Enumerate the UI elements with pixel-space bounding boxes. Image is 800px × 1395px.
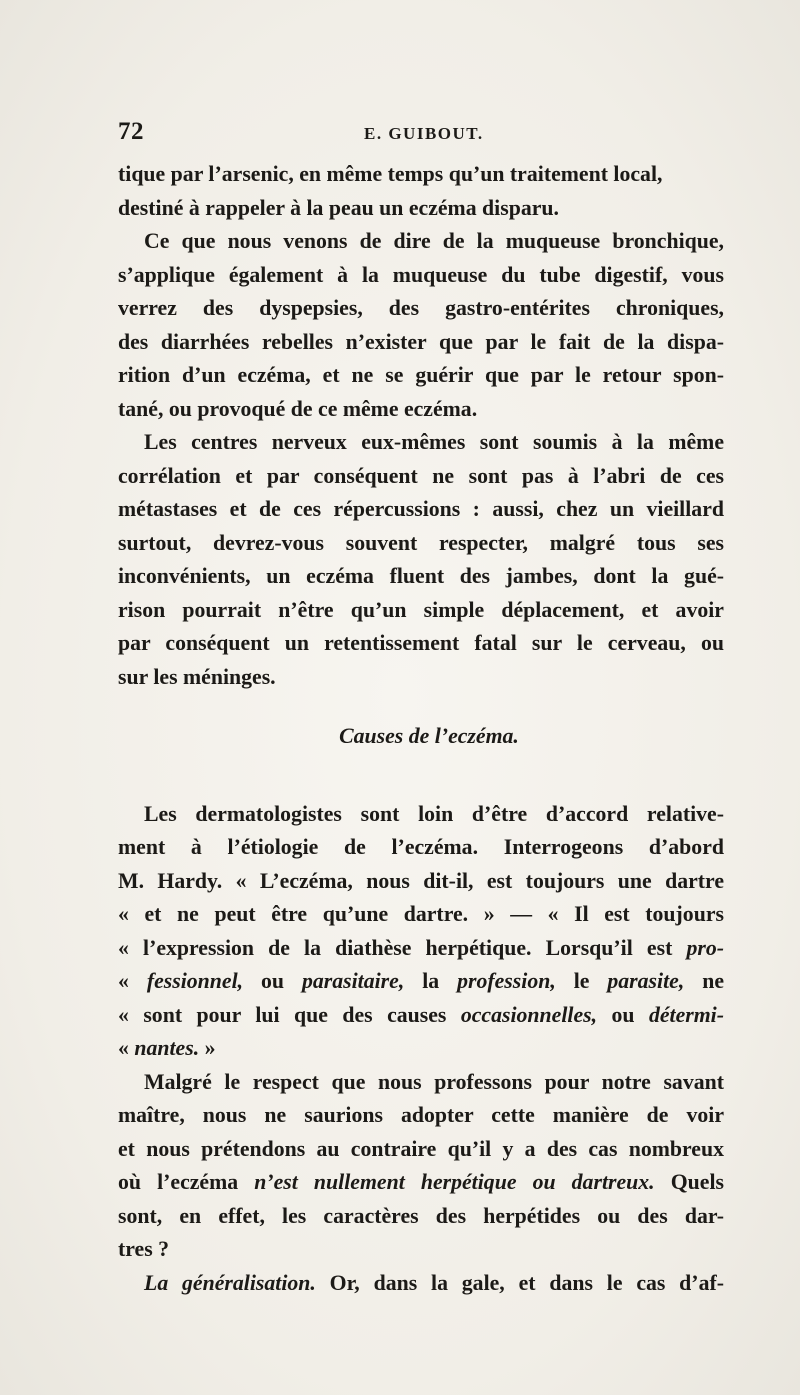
text-span: s’applique également à la muqueuse du tube digestif, vous: [118, 262, 724, 287]
text-line: [118, 359, 724, 393]
text-line: [118, 493, 724, 527]
text-line: [118, 1166, 724, 1200]
text-span: Les centres nerveux eux-mêmes sont soumis à la même: [144, 430, 724, 454]
running-head: E. GUIBOUT.: [364, 124, 484, 143]
page-number: 72: [118, 118, 144, 145]
italic-span: fessionnel,: [146, 969, 244, 993]
text-span: la: [404, 969, 458, 993]
text-line: [118, 1267, 724, 1301]
text-line: [118, 1066, 724, 1100]
text-line: [118, 393, 724, 427]
italic-span: profession,: [457, 969, 556, 993]
text-span: « sont pour lui que des causes: [118, 1002, 461, 1027]
text-span: métastases et de ces répercussions : aussi, chez un vieillard: [118, 497, 724, 521]
text-span: «: [118, 969, 147, 993]
italic-span: parasitaire,: [301, 969, 405, 993]
text-line: [118, 527, 724, 561]
text-line: [118, 965, 724, 999]
text-span: le: [555, 969, 608, 993]
text-span: destiné à rappeler à la peau un eczéma disparu.: [118, 195, 559, 220]
text-span: ou: [597, 1002, 649, 1027]
text-line: [118, 865, 724, 899]
text-line: [118, 999, 724, 1033]
italic-span: nantes.: [134, 1036, 200, 1060]
text-span: ment à l’étiologie de l’eczéma. Interrogeons d’abord: [118, 835, 724, 859]
text-line: [118, 1032, 724, 1066]
italic-span: parasite,: [607, 969, 685, 993]
text-span: M. Hardy. « L’eczéma, nous dit-il, est toujours une dartre: [118, 868, 724, 893]
text-line: [118, 661, 724, 695]
text-line: [118, 1099, 724, 1133]
text-span: Ce que nous venons de dire de la muqueuse bronchique,: [144, 229, 724, 253]
text-span: Malgré le respect que nous professons pour notre savant: [144, 1069, 724, 1094]
text-span: tané, ou provoqué de ce même eczéma.: [118, 396, 478, 421]
italic-span: détermi-: [648, 1002, 724, 1027]
paragraph-block-1: [118, 158, 724, 694]
text-line: [118, 831, 724, 865]
italic-span: pro-: [686, 935, 724, 960]
text-span: « et ne peut être qu’une dartre. » — « Il est toujours: [118, 902, 724, 926]
text-span: Quels: [654, 1170, 724, 1194]
text-span: sont, en effet, les caractères des herpétides ou des dar-: [118, 1203, 724, 1228]
italic-span: occasionnelles,: [460, 1002, 598, 1027]
text-line: [118, 460, 724, 494]
text-line: [118, 326, 724, 360]
body-text: [118, 158, 724, 1300]
text-span: inconvénients, un eczéma fluent des jambes, dont la gué-: [118, 564, 724, 588]
text-span: sur les méninges.: [118, 664, 276, 689]
text-span: rison pourrait n’être qu’un simple déplacement, et avoir: [118, 597, 724, 622]
text-span: et nous prétendons au contraire qu’il y a des cas nombreux: [118, 1136, 724, 1161]
text-span: des diarrhées rebelles n’exister que par le fait de la dispa-: [118, 329, 724, 354]
text-span: «: [118, 1036, 135, 1060]
text-span: tique par l’arsenic, en même temps qu’un traitement local,: [118, 162, 663, 186]
text-line: [118, 192, 724, 226]
text-span: corrélation et par conséquent ne sont pas à l’abri de ces: [118, 463, 724, 488]
text-span: »: [199, 1036, 216, 1060]
text-line: [118, 426, 724, 460]
text-span: maître, nous ne saurions adopter cette manière de voir: [118, 1103, 724, 1127]
text-line: [118, 594, 724, 628]
text-line: [118, 1200, 724, 1234]
text-line: [118, 1233, 724, 1267]
text-span: ou: [243, 969, 302, 993]
text-span: rition d’un eczéma, et ne se guérir que par le retour spon-: [118, 363, 724, 387]
italic-span: La généralisation.: [144, 1270, 316, 1295]
text-span: par conséquent un retentissement fatal sur le cerveau, ou: [118, 631, 724, 655]
text-span: verrez des dyspepsies, des gastro-entérites chroniques,: [118, 296, 724, 320]
text-line: [118, 898, 724, 932]
text-line: [118, 932, 724, 966]
text-line: [118, 627, 724, 661]
italic-span: n’est nullement herpétique ou dartreux.: [254, 1170, 655, 1194]
text-line: [118, 158, 724, 192]
text-span: Or, dans la gale, et dans le cas d’af-: [315, 1270, 724, 1295]
text-line: [118, 1133, 724, 1167]
text-span: « l’expression de la diathèse herpétique. Lorsqu’il est: [118, 935, 687, 960]
text-span: surtout, devrez-vous souvent respecter, malgré tous ses: [118, 530, 724, 555]
text-line: [118, 560, 724, 594]
section-heading: Causes de l’eczéma.: [339, 724, 519, 748]
text-span: ne: [684, 969, 724, 993]
text-span: Les dermatologistes sont loin d’être d’accord relative-: [144, 801, 724, 826]
text-line: [118, 292, 724, 326]
text-line: [118, 225, 724, 259]
page-header: [118, 118, 724, 152]
text-span: tres ?: [118, 1237, 170, 1261]
paragraph-block-2: [118, 798, 724, 1301]
text-line: [118, 259, 724, 293]
text-span: où l’eczéma: [118, 1170, 255, 1194]
text-line: [118, 798, 724, 832]
